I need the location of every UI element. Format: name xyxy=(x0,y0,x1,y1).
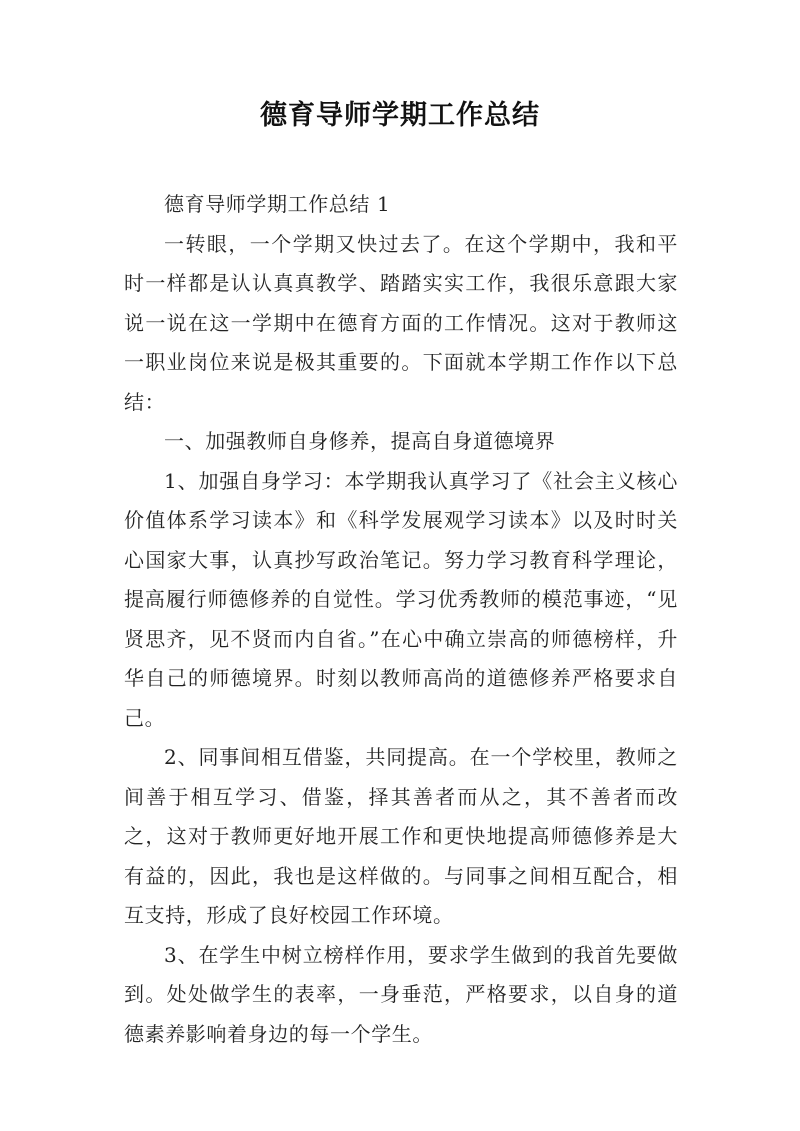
section-heading: 德育导师学期工作总结 1 xyxy=(164,192,391,216)
paragraph-item-1: 1、加强自身学习：本学期我认真学习了《社会主义核心价值体系学习读本》和《科学发展观学习读本》以及时时关心国家大事，认真抄写政治笔记。努力学习教育科学理论，提高履行师德修养的自觉性。学习优秀教师的模范事迹，“见贤思齐，见不贤而内自省。”在心中确立崇高的师德榜样，升华自己的师德境界。时刻以教师高尚的道德修养严格要求自己。 xyxy=(124,468,678,730)
paragraph-item-3: 3、在学生中树立榜样作用，要求学生做到的我首先要做到。处处做学生的表率，一身垂范，严格要求，以自身的道德素养影响着身边的每一个学生。 xyxy=(124,942,678,1046)
paragraph-item-2: 2、同事间相互借鉴，共同提高。在一个学校里，教师之间善于相互学习、借鉴，择其善者而从之，其不善者而改之，这对于教师更好地开展工作和更快地提高师德修养是大有益的，因此，我也是这样做的。与同事之间相互配合，相互支持，形成了良好校园工作环境。 xyxy=(124,745,678,927)
subsection-heading: 一、加强教师自身修养，提高自身道德境界 xyxy=(164,429,556,453)
intro-paragraph: 一转眼，一个学期又快过去了。在这个学期中，我和平时一样都是认认真真教学、踏踏实实工作，我很乐意跟大家说一说在这一学期中在德育方面的工作情况。这对于教师这一职业岗位来说是极其重要的。下面就本学期工作作以下总结： xyxy=(124,231,678,414)
document-title: 德育导师学期工作总结 xyxy=(260,100,540,131)
document-body xyxy=(124,185,678,1054)
